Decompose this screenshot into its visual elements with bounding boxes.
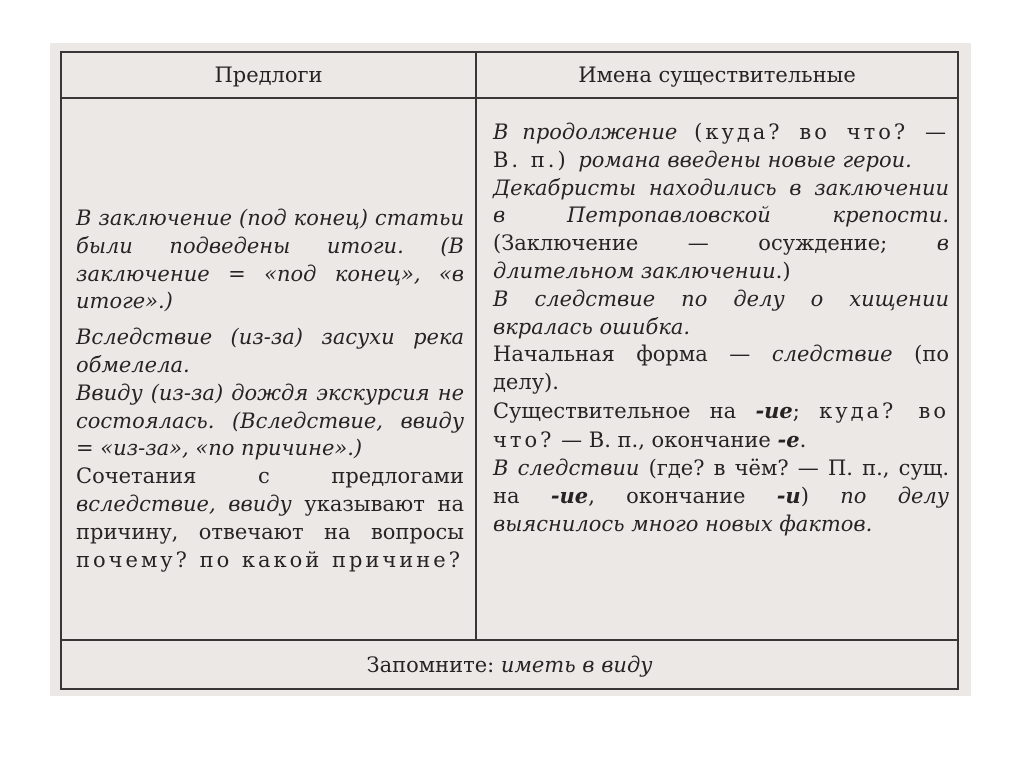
example-text: Декабристы находились в заключении в Петропавловской крепости. (493, 175, 949, 228)
ending-e: -е (777, 426, 800, 452)
explanation-text: , окончание (588, 484, 777, 509)
example-text: В следствие по делу о хищении вкралась ошибка. (493, 286, 949, 339)
prepositions-column (76, 205, 464, 574)
example-vsledstvie (76, 324, 464, 380)
remember-label: Запомните: (366, 652, 495, 677)
case-question: (куда? во что? — В. п.) (493, 120, 949, 172)
header-prepositions: Предлоги (62, 53, 477, 97)
nouns-column (493, 119, 949, 539)
example-text: следствие (771, 342, 893, 367)
suffix-ie: -ие (755, 397, 793, 423)
accusative-rule (493, 397, 949, 455)
textbook-page (50, 43, 971, 696)
rule-prepositions-list: вследствие, ввиду (76, 491, 292, 516)
explanation-text: (Заключение — осуждение; (493, 231, 937, 256)
table-header-row (62, 53, 957, 99)
example-text: романа введены новые герои. (578, 147, 912, 172)
example-text: В заключение (под конец) статьи были подведены итоги. (В заключение = «под конец», «в итоге».) (76, 206, 464, 314)
case-question: куда? во что? (493, 398, 949, 452)
example-v-sledstvie (493, 286, 949, 342)
comparison-table (60, 51, 959, 690)
example-v-zaklyuchenie (76, 205, 464, 316)
initial-form-note (493, 341, 949, 397)
explanation-text: — В. п., окончание (554, 427, 778, 452)
prepositional-rule (493, 455, 949, 539)
example-text: в длительном заключении (493, 231, 949, 283)
rule-text: Сочетания с предлогами (76, 464, 464, 489)
example-vvidu (76, 380, 464, 463)
explanation-text: (по делу). (493, 342, 949, 395)
example-v-prodolzhenie (493, 119, 949, 175)
table-footer-remember (62, 639, 957, 688)
explanation-text: (где? в чём? — П. п., сущ. на (493, 455, 949, 509)
rule-text: указывают на причину, отвечают на вопросы (76, 491, 464, 544)
explanation-text: ) (800, 484, 841, 509)
explanation-text: Начальная форма — (493, 342, 772, 367)
header-nouns: Имена существительные (578, 63, 856, 87)
explanation-text: .) (775, 258, 791, 283)
column-divider (475, 97, 477, 641)
explanation-text: ; (792, 398, 820, 423)
rule-prepositions (76, 463, 464, 574)
example-text: Вследствие (из-за) засухи река обмелела. (76, 325, 464, 377)
explanation-text: . (799, 427, 807, 452)
explanation-text: Существительное на (493, 398, 756, 423)
example-text: В продолжение (493, 120, 678, 144)
remember-phrase: иметь в виду (500, 652, 653, 677)
example-zaklyuchenie-noun (493, 175, 949, 286)
rule-questions: почему? по какой причине? (76, 547, 463, 572)
suffix-ie: -ие (550, 483, 589, 509)
example-text: В следствии (493, 455, 640, 480)
example-text: по делу выяснилось много новых фактов. (493, 484, 949, 537)
ending-i: -и (776, 483, 801, 509)
example-text: Ввиду (из-за) дождя экскурсия не состоялась. (Вследствие, ввиду = «из-за», «по причине».) (76, 380, 464, 461)
